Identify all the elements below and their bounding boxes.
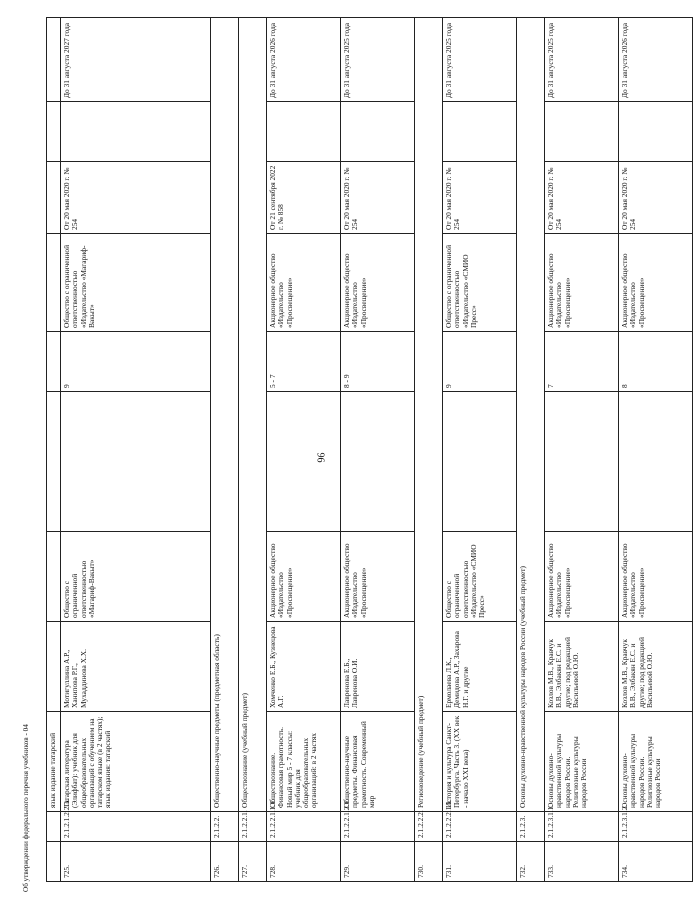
cell-code: 2.1.2.2.	[211, 812, 239, 842]
cell-order: От 20 мая 2020 г. № 254	[619, 162, 693, 234]
cell-grade: 7	[545, 332, 619, 392]
cell-legal-entity: Акционерное общество «Издательство «Просвещение»	[267, 234, 341, 332]
table-row	[545, 18, 619, 882]
cell-title: Основы духовно-нравственной культуры народов России. Религиозные культуры народов России	[545, 712, 619, 812]
cell-deadline: До 31 августа 2026 года	[267, 18, 341, 102]
cell-empty	[443, 102, 517, 162]
cell-title: История и культура Санкт-Петербурга. Часть 3. (XX век - начало XXI века)	[443, 712, 517, 812]
section-row	[239, 18, 267, 882]
cell-deadline: До 31 августа 2025 года	[545, 18, 619, 102]
cell-code: 2.1.2.2.1.1.1.	[267, 812, 341, 842]
cell-empty	[61, 392, 211, 532]
cell-publisher: Акционерное общество «Издательство «Просвещение»	[619, 532, 693, 622]
section-row	[211, 18, 239, 882]
cell-code: 2.1.2.2.2.	[415, 812, 443, 842]
section-title: Регионоведение (учебный предмет)	[415, 18, 443, 812]
cell-grade: 8	[619, 332, 693, 392]
cell-grade: 9	[443, 332, 517, 392]
table-row	[443, 18, 517, 882]
cell-order: От 20 мая 2020 г. № 254	[61, 162, 211, 234]
cell-publisher: Акционерное общество «Издательство «Просвещение»	[341, 532, 415, 622]
table-row-continued	[47, 18, 61, 882]
cell-grade: 5 - 7	[267, 332, 341, 392]
cell-legal-entity: Акционерное общество «Издательство «Просвещение»	[341, 234, 415, 332]
cell-publisher: Акционерное общество «Издательство «Просвещение»	[267, 532, 341, 622]
cell-title: Татарская литература (Элифбат): учебник для общеобразовательных организаций с обучением на татарском языке (в 2 частях); язык издания: татарский	[61, 712, 211, 812]
cell-deadline: До 31 августа 2026 года	[619, 18, 693, 102]
cell-legal-entity: Общество с ограниченной ответственностью «Издательство «Магариф-Вакыт»	[61, 234, 211, 332]
cell-deadline: До 31 августа 2025 года	[443, 18, 517, 102]
cell-legal-entity: Акционерное общество «Издательство «Просвещение»	[619, 234, 693, 332]
rotated-table-container	[46, 18, 663, 882]
cell-empty	[341, 392, 415, 532]
cell-grade: 8 - 9	[341, 332, 415, 392]
cell-title: язык издание татарский	[47, 712, 61, 812]
cell-number: 725.	[61, 842, 211, 882]
cell-code: 2.1.2.2.2.1.1.	[443, 812, 517, 842]
section-title: Общественно-научные предметы (предметная область)	[211, 18, 239, 812]
cell-number: 731.	[443, 842, 517, 882]
cell-number: 727.	[239, 842, 267, 882]
cell-order: От 21 сентября 2022 г. № 858	[267, 162, 341, 234]
textbook-registry-table	[46, 17, 693, 882]
cell-order: От 20 мая 2020 г. № 254	[341, 162, 415, 234]
cell-code: 2.1.2.2.1.	[239, 812, 267, 842]
cell-code: 2.1.2.1.2.2.3.	[61, 812, 211, 842]
footer-note: Об утверждении федерального перечня учебников - 04	[22, 724, 30, 892]
cell-empty	[267, 102, 341, 162]
cell-order: От 20 мая 2020 г. № 254	[545, 162, 619, 234]
cell-authors: Хомченко Е.Б., Кузнецова А.Г.	[267, 622, 341, 712]
cell-code: 2.1.2.3.1.2.	[619, 812, 693, 842]
table-row	[267, 18, 341, 882]
cell-empty	[619, 102, 693, 162]
section-title: Основы духовно-нравственной культуры народов России (учебный предмет)	[517, 18, 545, 812]
table-row	[341, 18, 415, 882]
cell-title: Общественно-научные предметы. Финансовая грамотность. Современный мир	[341, 712, 415, 812]
cell-empty	[619, 392, 693, 532]
section-title: Обществознание (учебный предмет)	[239, 18, 267, 812]
cell-deadline: До 31 августа 2027 года	[61, 18, 211, 102]
table-row	[619, 18, 693, 882]
cell-number: 732.	[517, 842, 545, 882]
cell-number: 728.	[267, 842, 341, 882]
cell-number: 730.	[415, 842, 443, 882]
cell-code: 2.1.2.3.	[517, 812, 545, 842]
cell-number: 734.	[619, 842, 693, 882]
cell-publisher: Общество с ограниченной ответственностью «Издательство «СМИО Пресс»	[443, 532, 517, 622]
cell-number: 726.	[211, 842, 239, 882]
cell-empty	[341, 102, 415, 162]
cell-empty	[545, 102, 619, 162]
cell-code: 2.1.2.3.1.1.	[545, 812, 619, 842]
cell-number: 729.	[341, 842, 415, 882]
cell-title: Обществознание. Финансовая грамотность. Новый мир 5 - 7 классы: учебник для общеобразовательных организаций: в 2 частях	[267, 712, 341, 812]
page-number: 96	[314, 452, 326, 463]
table-row	[61, 18, 211, 882]
cell-publisher: Акционерное общество «Издательство «Просвещение»	[545, 532, 619, 622]
cell-empty	[545, 392, 619, 532]
cell-legal-entity: Акционерное общество «Издательство «Просвещение»	[545, 234, 619, 332]
cell-grade: 9	[61, 332, 211, 392]
cell-empty	[443, 392, 517, 532]
cell-authors: Козлов М.В., Кравчук В.В., Элбакян Е.С. и другие; под редакцией Васильевой О.Ю.	[545, 622, 619, 712]
cell-empty	[267, 392, 341, 532]
cell-authors: Ермолаева Л.К., Демидова А.Р., Захарова Н.Г. и другие	[443, 622, 517, 712]
cell-title: Основы духовно-нравственной культуры народов России. Религиозные культуры народов России	[619, 712, 693, 812]
cell-publisher: Общество с ограниченной ответственностью «Магариф-Вакыт»	[61, 532, 211, 622]
cell-code: 2.1.2.2.1.2.1.	[341, 812, 415, 842]
cell-number: 733.	[545, 842, 619, 882]
section-row	[415, 18, 443, 882]
section-row	[517, 18, 545, 882]
cell-authors: Мотигуллина А.Р., Ханипова Р.Г., Мухаддинова Х.Х.	[61, 622, 211, 712]
cell-empty	[61, 102, 211, 162]
cell-authors: Козлов М.В., Кравчук В.В., Элбакян Е.С. и другие; под редакцией Васильевой О.Ю.	[619, 622, 693, 712]
cell-order: От 20 мая 2020 г. № 254	[443, 162, 517, 234]
cell-deadline: До 31 августа 2025 года	[341, 18, 415, 102]
cell-authors: Лавренова Е.Б., Лавренова О.И.	[341, 622, 415, 712]
cell-legal-entity: Общество с ограниченной ответственностью «Издательство «СМИО Пресс»	[443, 234, 517, 332]
